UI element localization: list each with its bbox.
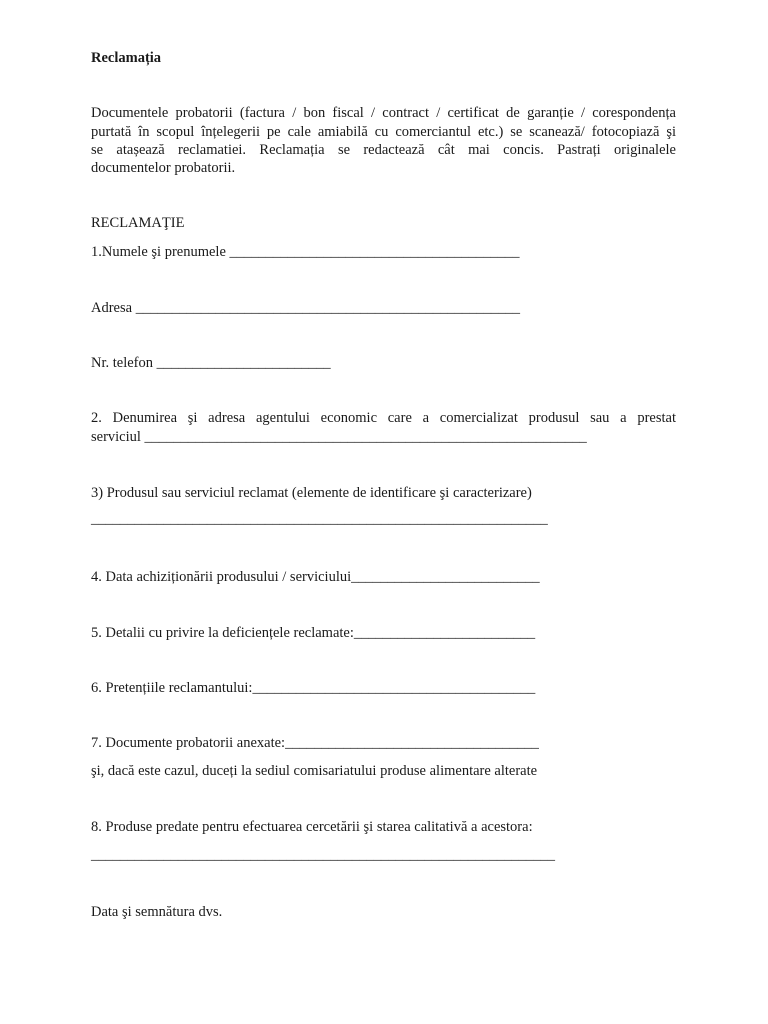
- intro-line-1: Documentele probatorii (factura / bon fiscal / contract / certificat de garanție / corespondența: [91, 105, 676, 121]
- product-field-line-1: 3) Produsul sau serviciul reclamat (elemente de identificare şi caracterizare): [91, 485, 532, 501]
- intro-line-2: purtată în scopul înțelegerii pe cale amiabilă cu comerciantul etc.) se scanează/ fotocopiază şi: [91, 124, 676, 140]
- document-title: Reclamația: [91, 50, 162, 66]
- product-field-line-2: _______________________________________________________________: [91, 511, 548, 527]
- purchase-date-field: 4. Data achiziționării produsului / serviciului__________________________: [91, 569, 540, 585]
- signature-line: Data şi semnătura dvs.: [91, 904, 223, 920]
- agent-field-line-2: serviciul _____________________________________________________________: [91, 429, 587, 445]
- documents-field: 7. Documente probatorii anexate:___________________________________: [91, 735, 539, 751]
- claims-field: 6. Pretențiile reclamantului:_______________________________________: [91, 680, 536, 696]
- agent-field-line-1: 2. Denumirea şi adresa agentului economic care a comercializat produsul sau a prestat: [91, 410, 676, 426]
- address-field: Adresa _____________________________________________________: [91, 300, 520, 316]
- intro-line-3: se atașează reclamatiei. Reclamația se redactează cât mai concis. Pastrați originalele: [91, 142, 676, 158]
- deficiency-details-field: 5. Detalii cu privire la deficiențele reclamate:_________________________: [91, 625, 536, 641]
- documents-note: şi, dacă este cazul, duceți la sediul comisariatului produse alimentare alterate: [91, 763, 538, 779]
- intro-line-4: documentelor probatorii.: [91, 160, 236, 176]
- goods-field-line-2: ________________________________________________________________: [91, 847, 555, 863]
- form-heading: RECLAMAŢIE: [91, 215, 185, 231]
- name-field: 1.Numele şi prenumele ________________________________________: [91, 244, 520, 260]
- goods-field-line-1: 8. Produse predate pentru efectuarea cercetării şi starea calitativă a acestora:: [91, 819, 533, 835]
- phone-field: Nr. telefon ________________________: [91, 355, 331, 371]
